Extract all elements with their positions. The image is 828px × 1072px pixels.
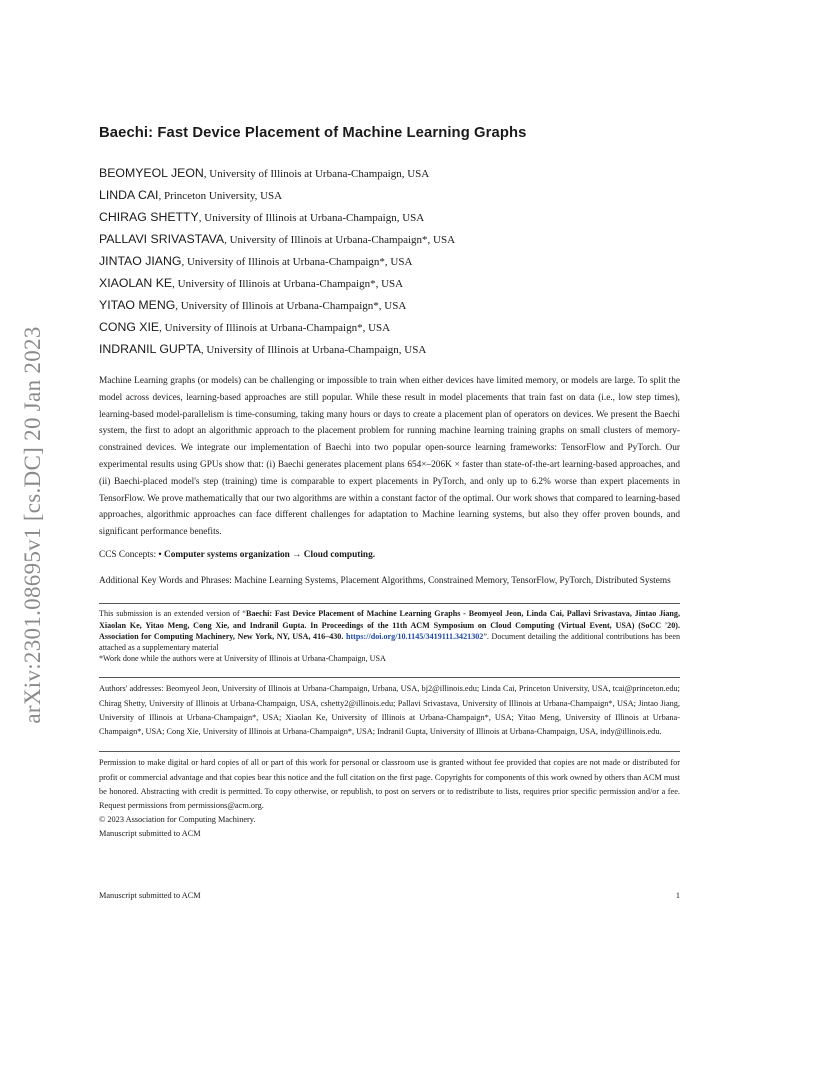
author-entry xyxy=(99,228,680,250)
author-affiliation: , University of Illinois at Urbana-Champaign*, USA xyxy=(175,300,407,312)
footnote-rest: ”. Document detailing the additional contributions has been attached as a supplementary material xyxy=(99,631,680,653)
addresses-divider xyxy=(99,677,680,678)
footer-label: Manuscript submitted to ACM xyxy=(99,891,201,900)
paper-first-page xyxy=(99,125,680,842)
doi-link[interactable]: https://doi.org/10.1145/3419111.3421302 xyxy=(345,631,484,641)
author-name: CHIRAG SHETTY xyxy=(99,210,199,224)
keywords: Additional Key Words and Phrases: Machine Learning Systems, Placement Algorithms, Constrained Memory, TensorFlow, PyTorch, Distributed Systems xyxy=(99,575,671,586)
author-entry xyxy=(99,272,680,294)
footnote-citation: Baechi: Fast Device Placement of Machine Learning Graphs - Beomyeol Jeon, Linda Cai, Pallavi Srivastava, Jintao Jiang, Xiaolan Ke, Yitao Meng, Cong Xie, and Indranil Gupta. In Proceedings of the 11th ACM Symposium on Cloud Computing (Virtual Event, USA) (SoCC '20). Association for Computing Machinery, New York, NY, USA, 416–430. xyxy=(99,609,680,641)
permission-divider xyxy=(99,751,680,752)
author-affiliation: , University of Illinois at Urbana-Champaign*, USA xyxy=(224,234,456,246)
arxiv-sidebar xyxy=(18,290,48,760)
author-entry xyxy=(99,184,680,206)
author-affiliation: , University of Illinois at Urbana-Champaign, USA xyxy=(200,344,427,356)
copyright-line: © 2023 Association for Computing Machinery. xyxy=(99,815,256,825)
author-affiliation: , University of Illinois at Urbana-Champaign, USA xyxy=(203,168,430,180)
ccs-concept-list: • Computer systems organization → Cloud computing. xyxy=(158,549,376,560)
work-done-note: *Work done while the authors were at University of Illinois at Urbana-Champaign, USA xyxy=(99,654,386,664)
author-name: JINTAO JIANG xyxy=(99,254,182,268)
author-list xyxy=(99,162,680,360)
author-affiliation: , University of Illinois at Urbana-Champaign*, USA xyxy=(181,256,413,268)
extended-version-footnote xyxy=(99,608,680,653)
paper-title: Baechi: Fast Device Placement of Machine Learning Graphs xyxy=(99,125,527,141)
author-name: XIAOLAN KE xyxy=(99,276,173,290)
author-affiliation: , University of Illinois at Urbana-Champaign, USA xyxy=(198,212,425,224)
arxiv-identifier: arXiv:2301.08695v1 [cs.DC] 20 Jan 2023 xyxy=(20,326,45,724)
page-number: 1 xyxy=(675,891,680,900)
permission-notice: Permission to make digital or hard copies of all or part of this work for personal or classroom use is granted without fee provided that copies are not made or distributed for profit or commercial advantage and that copies bear this notice and the full citation on the first page. Copyrights for components of this work owned by others than ACM must be honored. Abstracting with credit is permitted. To copy otherwise, or republish, to post on servers or to redistribute to lists, requires prior specific permission and/or a fee. Request permissions from permissions@acm.org. xyxy=(99,758,680,810)
author-entry xyxy=(99,316,680,338)
author-affiliation: , University of Illinois at Urbana-Champaign*, USA xyxy=(159,322,391,334)
abstract: Machine Learning graphs (or models) can be challenging or impossible to train when either devices have limited memory, or models are large. To split the model across devices, learning-based approaches are still popular. While these result in model placements that train fast on data (i.e., low step times), learning-based model-parallelism is time-consuming, taking many hours or days to create a placement plan of operators on devices. We present the Baechi system, the first to adopt an algorithmic approach to the placement problem for running machine learning training graphs on small clusters of memory-constrained devices. We integrate our implementation of Baechi into two popular open-source learning frameworks: TensorFlow and PyTorch. Our experimental results using GPUs show that: (i) Baechi generates placement plans 654×–206K × faster than state-of-the-art learning-based approaches, and (ii) Baechi-placed model's step (training) time is comparable to expert placements in PyTorch, and only up to 6.2% worse than expert placements in TensorFlow. We prove mathematically that our two algorithms are within a constant factor of the optimal. Our work shows that compared to learning-based approaches, algorithmic approaches can face different challenges for adaptation to Machine learning systems, but also they offer proven bounds, and significant performance benefits. xyxy=(99,376,680,538)
author-affiliation: , Princeton University, USA xyxy=(158,190,283,202)
author-name: BEOMYEOL JEON xyxy=(99,166,204,180)
author-entry xyxy=(99,294,680,316)
authors-addresses: Authors' addresses: Beomyeol Jeon, University of Illinois at Urbana-Champaign, Urbana, USA, bj2@illinois.edu; Linda Cai, Princeton University, USA, tcai@princeton.edu; Chirag Shetty, University of Illinois at Urbana-Champaign, USA, cshetty2@illinois.edu; Pallavi Srivastava, University of Illinois at Urbana-Champaign*, USA; Jintao Jiang, University of Illinois at Urbana-Champaign*, USA; Xiaolan Ke, University of Illinois at Urbana-Champaign*, USA; Yitao Meng, University of Illinois at Urbana-Champaign*, USA; Cong Xie, University of Illinois at Urbana-Champaign*, USA; Indranil Gupta, University of Illinois at Urbana-Champaign, USA, indy@illinois.edu. xyxy=(99,684,680,737)
ccs-concepts xyxy=(99,550,680,560)
footnote-intro: This submission is an extended version of “ xyxy=(99,609,246,619)
author-entry xyxy=(99,206,680,228)
author-name: CONG XIE xyxy=(99,320,160,334)
ccs-label: CCS Concepts: xyxy=(99,549,159,560)
author-entry xyxy=(99,250,680,272)
author-entry xyxy=(99,162,680,184)
author-name: LINDA CAI xyxy=(99,188,159,202)
footnote-divider xyxy=(99,603,680,604)
author-name: INDRANIL GUPTA xyxy=(99,342,201,356)
author-affiliation: , University of Illinois at Urbana-Champaign*, USA xyxy=(172,278,404,290)
manuscript-note: Manuscript submitted to ACM xyxy=(99,829,201,839)
author-entry xyxy=(99,338,680,360)
author-name: PALLAVI SRIVASTAVA xyxy=(99,232,225,246)
author-name: YITAO MENG xyxy=(99,298,176,312)
